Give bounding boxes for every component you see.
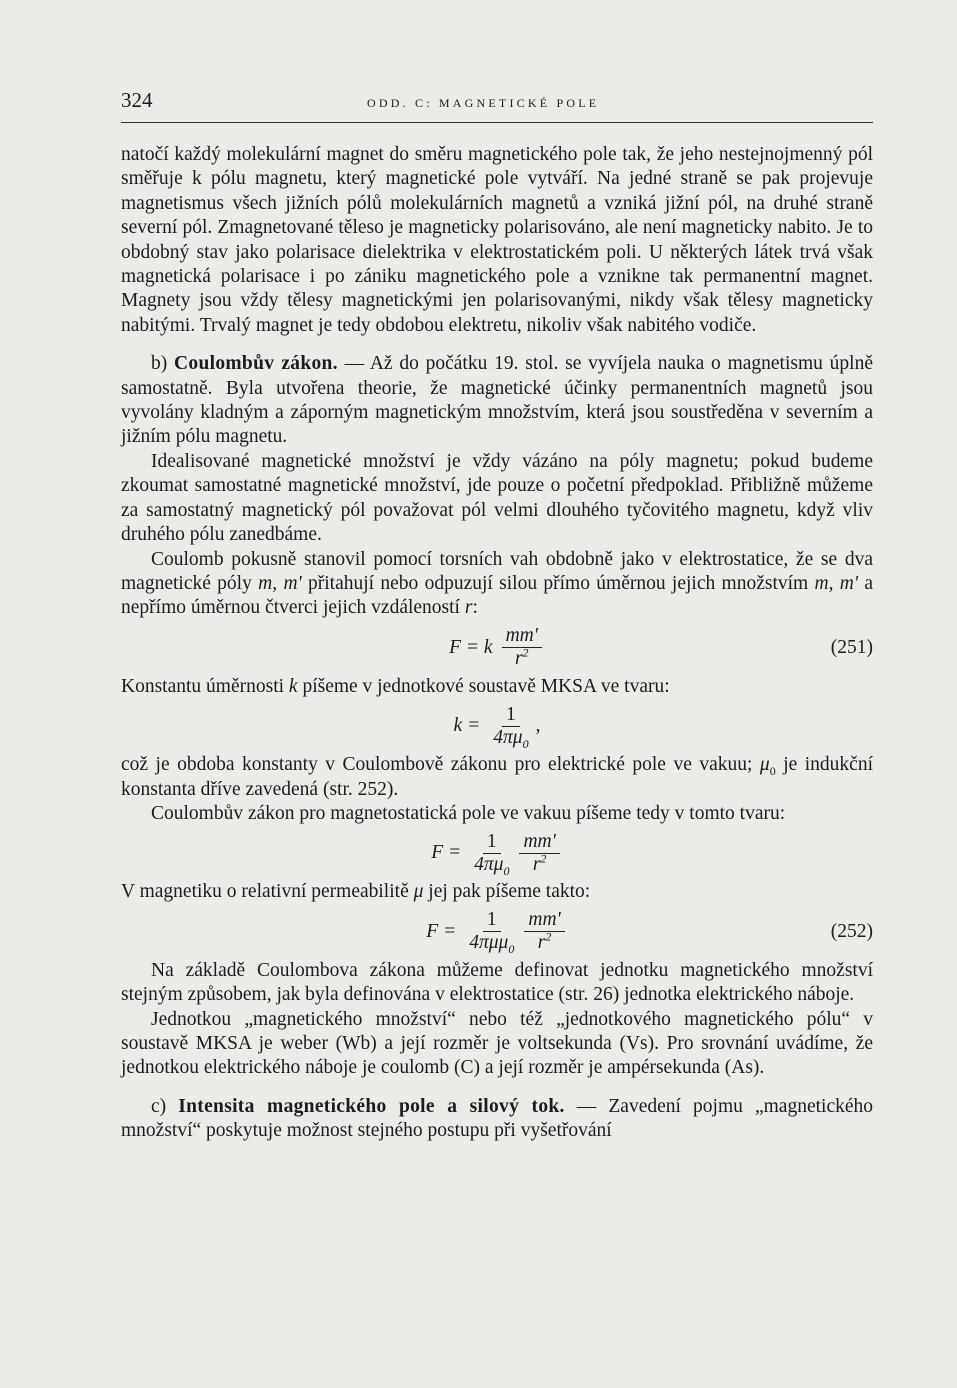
equation-lhs: k = xyxy=(453,714,481,736)
subscript: 0 xyxy=(508,942,515,957)
subscript: 0 xyxy=(522,736,529,751)
paragraph xyxy=(121,880,873,904)
equation-lhs: F = xyxy=(431,842,462,864)
paragraph xyxy=(121,753,873,802)
section-label: c) xyxy=(151,1095,167,1117)
equation-lhs: F = xyxy=(426,920,457,942)
math-var: μ xyxy=(413,881,424,903)
exponent: 2 xyxy=(522,645,529,660)
den-base: 4πμ xyxy=(474,853,504,875)
den-base: 4πμ xyxy=(493,726,523,748)
equation-lhs: F = k xyxy=(449,636,493,658)
text-run: Konstantu úměrnosti xyxy=(121,675,289,697)
denominator xyxy=(511,645,533,670)
equation-251 xyxy=(121,621,873,675)
exponent: 2 xyxy=(545,929,552,944)
denominator xyxy=(465,932,518,957)
paragraph: Idealisované magnetické množství je vždy vázáno na póly magnetu; pokud budeme zkoumat samostatné magnetické množství, jde pouze o početní předpoklad. Přibližně můžeme za samostatný magnetický pól považovat pól velmi dlouhého tyčovitého magnetu, když vliv druhého pólu zanedbáme. xyxy=(121,450,873,546)
running-head: ODD. C: MAGNETICKÉ POLE xyxy=(367,96,600,110)
fraction xyxy=(489,704,532,749)
fraction xyxy=(519,831,559,876)
paragraph: Jednotkou „magnetického množství“ nebo též „jednotkového magnetického pólu“ v soustavě MKSA je weber (Wb) a její rozměr je voltsekunda (Vs). Pro srovnání uvádíme, že jednotkou elektrického náboje je coulomb (C) a její rozměr je ampérsekunda (As). xyxy=(121,1008,873,1079)
equation-number: (251) xyxy=(830,636,873,658)
denominator xyxy=(470,854,513,876)
paragraph: Na základě Coulombova zákona můžeme definovat jednotku magnetického množství stejným způsobem, jak byla definována v elektrostatice (str. 26) jednotka elektrického náboje. xyxy=(121,959,873,1006)
fraction xyxy=(470,831,513,876)
text-run: jej pak píšeme takto: xyxy=(423,881,591,903)
text-run: Coulomb pokusně stanovil pomocí torsních vah obdobně jako v elektrostatice, že se dva magnetické póly xyxy=(121,548,873,594)
numerator: 1 xyxy=(502,704,520,727)
section-b xyxy=(121,352,873,450)
subscript: 0 xyxy=(503,863,510,878)
section-c xyxy=(121,1095,873,1144)
page-number: 324 xyxy=(121,88,153,112)
text-run: což je obdoba konstanty v Coulombově zákonu pro elektrické pole ve vakuu; xyxy=(121,754,760,776)
section-title: Intensita magnetického pole a silový tok. xyxy=(178,1095,565,1117)
numerator: mm' xyxy=(502,625,542,648)
equation-vacuum xyxy=(121,826,873,880)
den-base: r xyxy=(514,648,523,670)
math-var: r xyxy=(464,597,473,619)
equation-k xyxy=(121,699,873,753)
fraction xyxy=(502,625,542,670)
section-label: b) xyxy=(151,353,168,375)
paragraph xyxy=(121,548,873,621)
paragraph xyxy=(121,675,873,699)
den-base: 4πμμ xyxy=(469,932,509,954)
section-title: Coulombův zákon. xyxy=(174,353,338,375)
den-base: r xyxy=(532,853,541,875)
punctuation: , xyxy=(535,714,541,736)
denominator xyxy=(534,929,556,954)
den-base: r xyxy=(537,932,546,954)
numerator: 1 xyxy=(483,831,501,854)
equation-number: (252) xyxy=(830,920,873,942)
math-var: m, m' xyxy=(258,572,302,594)
numerator: 1 xyxy=(483,909,501,932)
numerator: mm' xyxy=(519,831,559,854)
body-text xyxy=(121,143,873,1144)
text-run: a nepřímo úměrnou čtverci jejich vzdáleností xyxy=(121,572,874,619)
fraction xyxy=(465,909,518,957)
numerator: mm' xyxy=(524,909,564,932)
text-run: je indukční konstanta dříve zavedená (str. 252). xyxy=(121,754,873,800)
page-header xyxy=(121,88,873,123)
math-var: k xyxy=(288,675,298,697)
exponent: 2 xyxy=(540,851,547,866)
math-var: μ xyxy=(759,754,770,776)
section-text: — Zavedení pojmu „magnetického množství“ poskytuje možnost stejného postupu při vyšetřování xyxy=(121,1095,874,1142)
section-text: — Až do počátku 19. stol. se vyvíjela nauka o magnetismu úplně samostatně. Byla utvořena theorie, že magnetické účinky permanentních magnetů jsou vyvolány kladným a záporným magnetickým množstvím, která jsou soustředěna v severním a jižním pólu magnetu. xyxy=(121,353,873,448)
text-run: : xyxy=(472,597,478,619)
text-run: V magnetiku o relativní permeabilitě xyxy=(121,881,414,903)
text-run: přitahují nebo odpuzují silou přímo úměrnou jejich množstvím xyxy=(301,572,815,594)
paragraph: natočí každý molekulární magnet do směru magnetického pole tak, že jeho nestejnojmenný pól směřuje k pólu magnetu, který magnetické pole vytváří. Na jedné straně se pak projevuje magnetismus všech jižních pólů molekulárních magnetů a vzniká jižní pól, na druhé straně severní pól. Zmagnetované těleso je magneticky polarisováno, ale není magneticky nabito. Je to obdobný stav jako polarisace dielektrika v elektrostatickém poli. U některých látek trvá však magnetická polarisace i po zániku magnetického pole a vznikne tak permanentní magnet. Magnety jsou vždy tělesy magnetickými jen polarisovanými, nikdy však tělesy magneticky nabitými. Trvalý magnet je tedy obdobou elektretu, nikoliv však nabitého vodiče. xyxy=(121,144,873,336)
subscript: 0 xyxy=(769,764,776,779)
equation-252 xyxy=(121,905,873,959)
paragraph: Coulombův zákon pro magnetostatická pole ve vakuu píšeme tedy v tomto tvaru: xyxy=(151,802,786,824)
denominator xyxy=(529,851,551,876)
denominator xyxy=(489,727,532,749)
math-var: m, m' xyxy=(814,572,859,594)
fraction xyxy=(524,909,564,954)
text-run: píšeme v jednotkové soustavě MKSA ve tvaru: xyxy=(297,675,670,697)
